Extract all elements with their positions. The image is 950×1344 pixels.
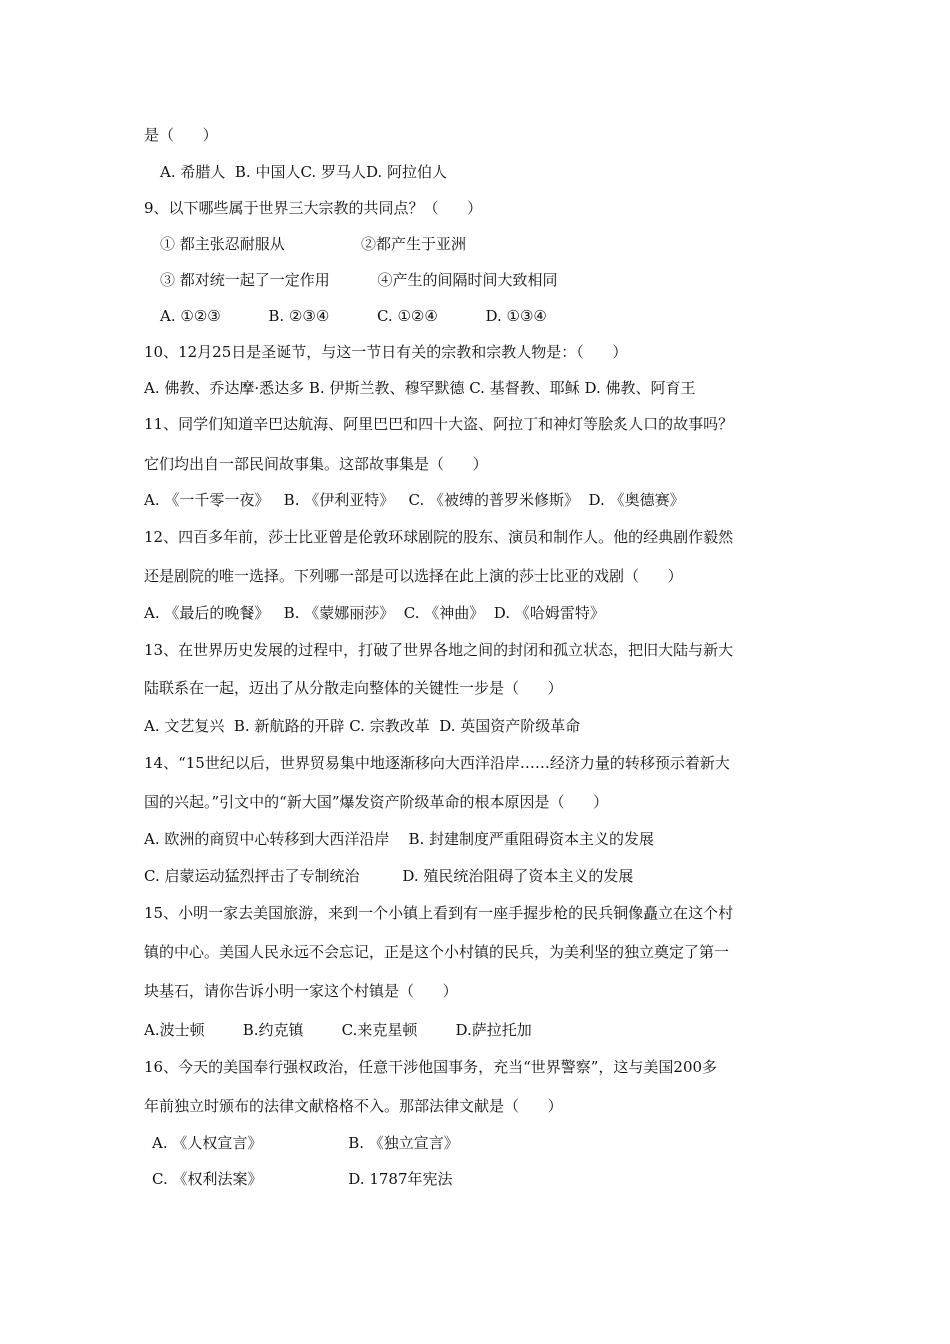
text-line: 它们均出自一部民间故事集。这部故事集是（ ） bbox=[144, 455, 488, 473]
text-line: 块基石，请你告诉小明一家这个村镇是（ ） bbox=[144, 982, 458, 1000]
text-line: A. 希腊人 B. 中国人C. 罗马人D. 阿拉伯人 bbox=[160, 163, 447, 181]
text-line: A. 文艺复兴 B. 新航路的开辟 C. 宗教改革 D. 英国资产阶级革命 bbox=[144, 717, 581, 735]
text-line: 11、同学们知道辛巴达航海、阿里巴巴和四十大盗、阿拉丁和神灯等脍炙人口的故事吗？ bbox=[144, 415, 734, 433]
text-line: 陆联系在一起，迈出了从分散走向整体的关键性一步是（ ） bbox=[144, 679, 563, 697]
text-line: A. 《一千零一夜》 B. 《伊利亚特》 C. 《被缚的普罗米修斯》 D. 《奥德赛》 bbox=[144, 491, 685, 509]
text-line: 9、以下哪些属于世界三大宗教的共同点？（ ） bbox=[144, 199, 483, 217]
text-line: 是（ ） bbox=[144, 126, 218, 144]
text-line: 镇的中心。美国人民永远不会忘记，正是这个小村镇的民兵，为美利坚的独立奠定了第一 bbox=[144, 943, 730, 961]
text-line: 年前独立时颁布的法律文献格格不入。那部法律文献是（ ） bbox=[144, 1097, 563, 1115]
text-line: 13、在世界历史发展的过程中，打破了世界各地之间的封闭和孤立状态，把旧大陆与新大 bbox=[144, 641, 734, 659]
text-line: C. 《权利法案》 D. 1787年宪法 bbox=[152, 1170, 453, 1188]
text-line: A. 欧洲的商贸中心转移到大西洋沿岸 B. 封建制度严重阻碍资本主义的发展 bbox=[144, 830, 655, 848]
text-line: 10、12月25日是圣诞节，与这一节日有关的宗教和宗教人物是：（ ） bbox=[144, 343, 628, 361]
text-line: 国的兴起。”引文中的“新大国”爆发资产阶级革命的根本原因是（ ） bbox=[144, 793, 609, 811]
text-line: 14、“15世纪以后，世界贸易集中地逐渐移向大西洋沿岸……经济力量的转移预示着新大 bbox=[144, 754, 730, 772]
text-line: A. 《最后的晚餐》 B. 《蒙娜丽莎》 C. 《神曲》 D. 《哈姆雷特》 bbox=[144, 604, 605, 622]
text-line: C. 启蒙运动猛烈抨击了专制统治 D. 殖民统治阻碍了资本主义的发展 bbox=[144, 867, 634, 885]
text-line: ① 都主张忍耐服从 ②都产生于亚洲 bbox=[160, 235, 467, 253]
text-line: 还是剧院的唯一选择。下列哪一部是可以选择在此上演的莎士比亚的戏剧（ ） bbox=[144, 567, 683, 585]
text-line: 15、小明一家去美国旅游，来到一个小镇上看到有一座手握步枪的民兵铜像矗立在这个村 bbox=[144, 904, 734, 922]
text-line: A.波士顿 B.约克镇 C.来克星顿 D.萨拉托加 bbox=[144, 1021, 532, 1039]
text-line: A. 《人权宣言》 B. 《独立宣言》 bbox=[152, 1134, 459, 1152]
text-line: ③ 都对统一起了一定作用 ④产生的间隔时间大致相同 bbox=[160, 271, 558, 289]
text-line: 16、今天的美国奉行强权政治，任意干涉他国事务，充当“世界警察”，这与美国200多 bbox=[144, 1058, 718, 1076]
text-line: 12、四百多年前，莎士比亚曾是伦敦环球剧院的股东、演员和制作人。他的经典剧作毅然 bbox=[144, 528, 734, 546]
text-line: A. ①②③ B. ②③④ C. ①②④ D. ①③④ bbox=[160, 307, 547, 325]
text-line: A. 佛教、乔达摩·悉达多 B. 伊斯兰教、穆罕默德 C. 基督教、耶稣 D. 佛教、阿育王 bbox=[144, 379, 696, 397]
